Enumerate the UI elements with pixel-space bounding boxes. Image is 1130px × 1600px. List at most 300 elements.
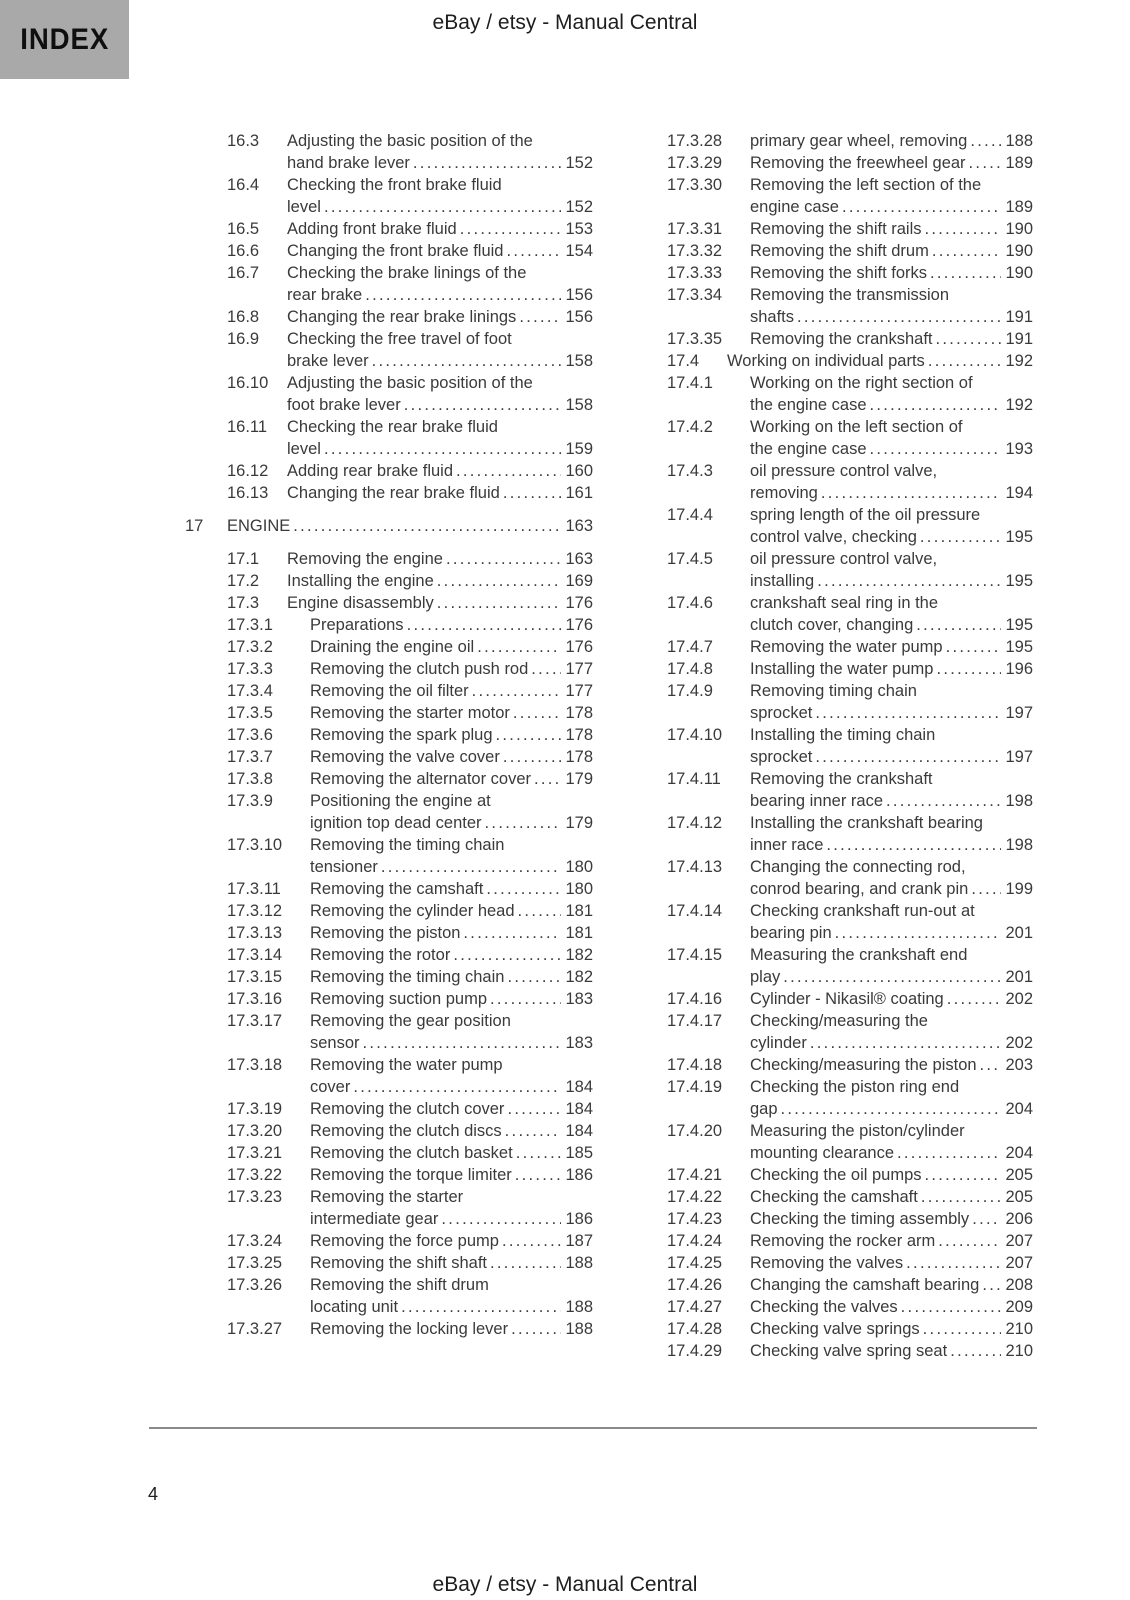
- dot-leader: [518, 900, 561, 922]
- toc-entry-page: 161: [565, 484, 593, 502]
- toc-entry-page: 163: [565, 550, 593, 568]
- toc-entry-page: 188: [565, 1254, 593, 1272]
- toc-entry-page: 177: [565, 660, 593, 678]
- dot-leader: [815, 746, 1001, 768]
- dot-leader: [886, 790, 1001, 812]
- toc-entry-number: 17.4.13: [667, 858, 723, 876]
- toc-entry-page: 182: [565, 968, 593, 986]
- dot-leader: [810, 1032, 1001, 1054]
- toc-entry-title-line: Removing timing chain: [750, 682, 917, 700]
- toc-entry-number: 17.3.14: [227, 946, 283, 964]
- toc-entry-page: 184: [565, 1100, 593, 1118]
- dot-leader: [519, 306, 561, 328]
- toc-entry-page: 207: [1005, 1254, 1033, 1272]
- toc-entry-title-line: Removing the timing chain: [310, 836, 505, 854]
- toc-entry-page: 169: [565, 572, 593, 590]
- toc-entry-title-line: Checking/measuring the: [750, 1012, 928, 1030]
- toc-entry-title: Working on individual parts: [727, 352, 925, 370]
- toc-entry-title: ENGINE: [227, 517, 291, 535]
- toc-entry-number: 17.3.30: [667, 176, 723, 194]
- toc-entry-number: 16.4: [227, 176, 260, 194]
- toc-entry-number: 17.3.5: [227, 704, 273, 722]
- toc-entry-title: the engine case: [750, 440, 867, 458]
- toc-entry: [185, 1252, 593, 1274]
- toc-entry: [185, 1230, 593, 1252]
- toc-entry-title-line: Removing the water pump: [310, 1056, 503, 1074]
- toc-entry: [185, 922, 593, 944]
- toc-entry-number: 17.3.2: [227, 638, 273, 656]
- toc-entry-page: 152: [565, 154, 593, 172]
- toc-entry: [185, 460, 593, 482]
- toc-entry-number: 17.3.10: [227, 836, 283, 854]
- dot-leader: [936, 658, 1001, 680]
- toc-entry: [625, 1054, 1033, 1076]
- toc-entry-number: 17.3.28: [667, 132, 723, 150]
- dot-leader: [463, 922, 561, 944]
- toc-entry-page: 195: [1005, 638, 1033, 656]
- toc-entry: [185, 1318, 593, 1340]
- toc-entry-number: 17.3.21: [227, 1144, 283, 1162]
- toc-entry-page: 181: [565, 902, 593, 920]
- toc-entry-number: 17.3.17: [227, 1012, 283, 1030]
- toc-entry: [185, 680, 593, 702]
- toc-entry-title: Removing the rocker arm: [750, 1232, 936, 1250]
- toc-entry-title-line: Installing the crankshaft bearing: [750, 814, 983, 832]
- toc-entry: [185, 1274, 593, 1318]
- toc-entry: [625, 460, 1033, 504]
- toc-entry: [625, 1208, 1033, 1230]
- dot-leader: [842, 196, 1001, 218]
- toc-entry-title: Removing the starter motor: [310, 704, 510, 722]
- toc-entry-title: Removing the freewheel gear: [750, 154, 966, 172]
- toc-entry: [185, 746, 593, 768]
- toc-entry-title: mounting clearance: [750, 1144, 895, 1162]
- toc-entry-number: 17.4.29: [667, 1342, 723, 1360]
- dot-leader: [404, 394, 561, 416]
- toc-entry: [185, 1010, 593, 1054]
- toc-entry-page: 188: [1005, 132, 1033, 150]
- toc-entry: [625, 240, 1033, 262]
- toc-entry: [185, 878, 593, 900]
- toc-entry: [185, 548, 593, 570]
- toc-entry-title: Checking the camshaft: [750, 1188, 918, 1206]
- toc-entry-title: bearing pin: [750, 924, 832, 942]
- dot-leader: [511, 1318, 561, 1340]
- toc-entry-number: 17.4.6: [667, 594, 713, 612]
- toc-entry-number: 17.4.28: [667, 1320, 723, 1338]
- toc-entry-title: primary gear wheel, removing: [750, 132, 968, 150]
- toc-entry-title: Removing the clutch cover: [310, 1100, 505, 1118]
- toc-entry-title: play: [750, 968, 781, 986]
- dot-leader: [353, 1076, 561, 1098]
- toc-entry-number: 17.3.7: [227, 748, 273, 766]
- dot-leader: [437, 592, 561, 614]
- toc-entry-page: 177: [565, 682, 593, 700]
- toc-entry-page: 198: [1005, 792, 1033, 810]
- toc-entry-title-line: Positioning the engine at: [310, 792, 491, 810]
- dot-leader: [946, 636, 1001, 658]
- toc-entry-page: 189: [1005, 154, 1033, 172]
- dot-leader: [817, 570, 1001, 592]
- toc-entry-title: Installing the engine: [287, 572, 434, 590]
- toc-entry-number: 16.5: [227, 220, 260, 238]
- toc-entry-page: 184: [565, 1078, 593, 1096]
- toc-entry-title: brake lever: [287, 352, 369, 370]
- toc-entry: [185, 592, 593, 614]
- toc-entry-page: 152: [565, 198, 593, 216]
- toc-entry-title: level: [287, 440, 321, 458]
- toc-entry-number: 17.2: [227, 572, 260, 590]
- toc-entry-number: 17.4.8: [667, 660, 713, 678]
- toc-entry-number: 17.4.18: [667, 1056, 723, 1074]
- toc-column-left: [185, 130, 593, 1340]
- toc-entry-page: 195: [1005, 528, 1033, 546]
- dot-leader: [936, 328, 1001, 350]
- toc-entry-title-line: Removing the left section of the: [750, 176, 982, 194]
- toc-entry-title-line: Changing the connecting rod,: [750, 858, 966, 876]
- toc-entry-page: 202: [1005, 1034, 1033, 1052]
- toc-entry-title: Removing the locking lever: [310, 1320, 509, 1338]
- dot-leader: [923, 1318, 1001, 1340]
- toc-entry-title: Removing the valve cover: [310, 748, 500, 766]
- dot-leader: [815, 702, 1001, 724]
- dot-leader: [969, 152, 1001, 174]
- toc-entry-page: 179: [565, 814, 593, 832]
- toc-entry-title: ignition top dead center: [310, 814, 482, 832]
- dot-leader: [972, 1208, 1001, 1230]
- toc-entry: [185, 900, 593, 922]
- dot-leader: [477, 636, 561, 658]
- toc-entry: [625, 1120, 1033, 1164]
- dot-leader: [496, 724, 561, 746]
- toc-entry-page: 186: [565, 1166, 593, 1184]
- toc-entry-title: installing: [750, 572, 815, 590]
- toc-entry-title: sprocket: [750, 748, 813, 766]
- toc-entry: [625, 768, 1033, 812]
- dot-leader: [472, 680, 561, 702]
- toc-entry: [625, 1230, 1033, 1252]
- toc-entry-title: Removing the oil filter: [310, 682, 469, 700]
- dot-leader: [485, 812, 561, 834]
- toc-entry-number: 16.8: [227, 308, 260, 326]
- toc-entry-title: Removing the valves: [750, 1254, 904, 1272]
- toc-entry: [625, 658, 1033, 680]
- dot-leader: [980, 1054, 1001, 1076]
- toc-entry-page: 210: [1005, 1320, 1033, 1338]
- toc-entry-title-line: Adjusting the basic position of the: [287, 132, 533, 150]
- toc-entry: [185, 1186, 593, 1230]
- toc-entry-page: 190: [1005, 264, 1033, 282]
- toc-entry-number: 17.4.3: [667, 462, 713, 480]
- toc-entry: [185, 1098, 593, 1120]
- toc-entry-number: 17.4.14: [667, 902, 723, 920]
- toc-entry-title: Adding front brake fluid: [287, 220, 457, 238]
- dot-leader: [381, 856, 561, 878]
- page-footer: [0, 1573, 1130, 1597]
- toc-entry-number: 17.4.11: [667, 770, 721, 788]
- toc-entry-page: 153: [565, 220, 593, 238]
- toc-entry-number: 16.13: [227, 484, 269, 502]
- toc-entry-number: 17.4.12: [667, 814, 723, 832]
- dot-leader: [901, 1296, 1001, 1318]
- toc-entry: [185, 240, 593, 262]
- toc-entry-title-line: Removing the starter: [310, 1188, 464, 1206]
- dot-leader: [453, 944, 561, 966]
- dot-leader: [916, 614, 1001, 636]
- toc-entry-page: 156: [565, 286, 593, 304]
- toc-entry-title: clutch cover, changing: [750, 616, 914, 634]
- toc-entry-page: 180: [565, 858, 593, 876]
- toc-entry-number: 17.4.20: [667, 1122, 723, 1140]
- toc-entry: [185, 636, 593, 658]
- toc-entry: [625, 284, 1033, 328]
- dot-leader: [507, 1098, 561, 1120]
- toc-entry-title: Changing the rear brake linings: [287, 308, 517, 326]
- toc-entry-number: 16.12: [227, 462, 269, 480]
- toc-entry-page: 178: [565, 726, 593, 744]
- dot-leader: [490, 988, 561, 1010]
- toc-entry-page: 191: [1005, 330, 1033, 348]
- toc-entry: [625, 636, 1033, 658]
- toc-entry: [625, 856, 1033, 900]
- toc-entry: [185, 1164, 593, 1186]
- toc-entry-title: Checking the oil pumps: [750, 1166, 922, 1184]
- dot-leader: [920, 526, 1001, 548]
- toc-entry-title: Removing the shift rails: [750, 220, 922, 238]
- toc-entry: [625, 1318, 1033, 1340]
- toc-entry-page: 188: [565, 1320, 593, 1338]
- toc-entry-title: Removing the rotor: [310, 946, 451, 964]
- toc-entry-number: 17.3.23: [227, 1188, 283, 1206]
- toc-entry-number: 17.4: [667, 352, 700, 370]
- toc-entry-number: 17.3.16: [227, 990, 283, 1008]
- page-number: 4: [148, 1484, 159, 1504]
- toc-entry-number: 17.3.22: [227, 1166, 283, 1184]
- dot-leader: [870, 438, 1001, 460]
- toc-entry: [625, 1010, 1033, 1054]
- toc-entry-title: Installing the water pump: [750, 660, 934, 678]
- toc-entry-page: 204: [1005, 1144, 1033, 1162]
- toc-entry-title: Checking the timing assembly: [750, 1210, 970, 1228]
- toc-entry: [185, 614, 593, 636]
- toc-entry-page: 176: [565, 638, 593, 656]
- toc-entry: [625, 944, 1033, 988]
- toc-entry-title: Removing the crankshaft: [750, 330, 933, 348]
- toc-entry-page: 210: [1005, 1342, 1033, 1360]
- toc-entry-page: 203: [1005, 1056, 1033, 1074]
- toc-entry-number: 17.3.13: [227, 924, 283, 942]
- toc-entry-number: 16.7: [227, 264, 260, 282]
- toc-entry-title: tensioner: [310, 858, 378, 876]
- toc-entry-title: Removing the force pump: [310, 1232, 499, 1250]
- toc-entry-title: bearing inner race: [750, 792, 883, 810]
- toc-entry: [185, 416, 593, 460]
- toc-entry: [185, 174, 593, 218]
- toc-entry-page: 176: [565, 594, 593, 612]
- toc-entry-number: 17.3.3: [227, 660, 273, 678]
- toc-entry: [625, 130, 1033, 152]
- toc-entry-number: 17.3.18: [227, 1056, 283, 1074]
- toc-entry-title: Checking the valves: [750, 1298, 898, 1316]
- dot-leader: [938, 1230, 1001, 1252]
- toc-entry-number: 17.4.26: [667, 1276, 723, 1294]
- toc-entry-title: Removing the piston: [310, 924, 461, 942]
- toc-entry-title: Removing the clutch basket: [310, 1144, 513, 1162]
- dot-leader: [897, 1142, 1001, 1164]
- toc-entry-title: Removing the shift shaft: [310, 1254, 488, 1272]
- toc-entry-page: 178: [565, 704, 593, 722]
- dot-leader: [947, 988, 1001, 1010]
- toc-entry-page: 178: [565, 748, 593, 766]
- dot-leader: [401, 1296, 561, 1318]
- toc-entry-title: Cylinder - Nikasil® coating: [750, 990, 944, 1008]
- toc-entry-title-line: Removing the crankshaft: [750, 770, 933, 788]
- toc-entry-title: Removing the clutch discs: [310, 1122, 502, 1140]
- dot-leader: [921, 1186, 1001, 1208]
- dot-leader: [437, 570, 561, 592]
- toc-entry-title: Removing the clutch push rod: [310, 660, 529, 678]
- toc-entry-number: 16.10: [227, 374, 269, 392]
- toc-entry-title: hand brake lever: [287, 154, 410, 172]
- toc-entry-title: Removing the water pump: [750, 638, 943, 656]
- dot-leader: [534, 768, 561, 790]
- toc-entry-title: Engine disassembly: [287, 594, 434, 612]
- toc-entry: [185, 966, 593, 988]
- toc-entry: [185, 482, 593, 504]
- toc-entry-title: intermediate gear: [310, 1210, 439, 1228]
- toc-entry-number: 17.3.11: [227, 880, 281, 898]
- toc-entry-number: 16.9: [227, 330, 260, 348]
- toc-entry-number: 16.3: [227, 132, 260, 150]
- dot-leader: [503, 746, 561, 768]
- toc-entry: [185, 218, 593, 240]
- header-title: eBay / etsy - Manual Central: [432, 11, 698, 34]
- toc-entry-page: 187: [565, 1232, 593, 1250]
- toc-entry-title-line: Checking the free travel of foot: [287, 330, 512, 348]
- dot-leader: [783, 966, 1001, 988]
- toc-entry: [625, 592, 1033, 636]
- toc-entry-title: removing: [750, 484, 818, 502]
- toc-entry-page: 190: [1005, 220, 1033, 238]
- toc-entry-title: Changing the camshaft bearing: [750, 1276, 980, 1294]
- toc-entry: [625, 900, 1033, 944]
- dot-leader: [503, 482, 561, 504]
- dot-leader: [502, 1230, 561, 1252]
- toc-entry-title: rear brake: [287, 286, 363, 304]
- toc-entry: [625, 328, 1033, 350]
- toc-entry-page: 156: [565, 308, 593, 326]
- toc-entry-page: 193: [1005, 440, 1033, 458]
- toc-entry-title-line: oil pressure control valve,: [750, 550, 938, 568]
- toc-entry: [625, 1296, 1033, 1318]
- dot-leader: [821, 482, 1001, 504]
- toc-entry-title: cover: [310, 1078, 351, 1096]
- toc-entry: [185, 262, 593, 306]
- toc-entry: [625, 350, 1033, 372]
- toc-entry-title-line: Measuring the crankshaft end: [750, 946, 968, 964]
- toc-entry-page: 190: [1005, 242, 1033, 260]
- toc-entry-title: Removing the engine: [287, 550, 443, 568]
- toc-entry: [185, 1142, 593, 1164]
- toc-entry-number: 17.3.32: [667, 242, 723, 260]
- toc-entry: [185, 328, 593, 372]
- toc-entry: [625, 218, 1033, 240]
- dot-leader: [870, 394, 1001, 416]
- toc-entry-title: Removing the cylinder head: [310, 902, 515, 920]
- toc-entry: [625, 1164, 1033, 1186]
- toc-entry: [625, 504, 1033, 548]
- dot-leader: [982, 1274, 1001, 1296]
- toc-entry-number: 17.4.5: [667, 550, 713, 568]
- toc-entry-page: 183: [565, 1034, 593, 1052]
- toc-entry-title-line: Checking the brake linings of the: [287, 264, 527, 282]
- toc-entry-title: sprocket: [750, 704, 813, 722]
- dot-leader: [324, 196, 561, 218]
- toc-entry-title-line: Measuring the piston/cylinder: [750, 1122, 965, 1140]
- toc-entry-number: 17.3.4: [227, 682, 273, 700]
- dot-leader: [928, 350, 1001, 372]
- toc-entry-title: the engine case: [750, 396, 867, 414]
- toc-entry: [185, 306, 593, 328]
- toc-entry-number: 17.4.7: [667, 638, 713, 656]
- toc-entry-title-line: spring length of the oil pressure: [750, 506, 981, 524]
- toc-entry-page: 199: [1005, 880, 1033, 898]
- toc-entry-page: 209: [1005, 1298, 1033, 1316]
- toc-entry-page: 208: [1005, 1276, 1033, 1294]
- toc-entry-number: 17.3.6: [227, 726, 273, 744]
- toc-entry-number: 17.3.27: [227, 1320, 283, 1338]
- toc-entry-number: 17.3.9: [227, 792, 273, 810]
- dot-leader: [971, 878, 1001, 900]
- toc-entry-title: Checking valve springs: [750, 1320, 920, 1338]
- toc-entry: [625, 262, 1033, 284]
- dot-leader: [413, 152, 561, 174]
- dot-leader: [324, 438, 561, 460]
- toc-entry-title-line: Removing the gear position: [310, 1012, 511, 1030]
- toc-entry-page: 181: [565, 924, 593, 942]
- toc-entry-page: 158: [565, 396, 593, 414]
- toc-entry-title-line: oil pressure control valve,: [750, 462, 938, 480]
- toc-entry-page: 197: [1005, 748, 1033, 766]
- toc-entry-number: 17.1: [227, 550, 260, 568]
- toc-entry-page: 189: [1005, 198, 1033, 216]
- toc-entry-number: 17.3.29: [667, 154, 723, 172]
- toc-entry-title: Removing suction pump: [310, 990, 488, 1008]
- toc-entry: [185, 570, 593, 592]
- toc-entry-number: 17.3.19: [227, 1100, 283, 1118]
- toc-entry-page: 205: [1005, 1188, 1033, 1206]
- toc-entry-title: Removing the timing chain: [310, 968, 505, 986]
- footer-divider: [149, 1427, 1037, 1429]
- toc-entry: [625, 152, 1033, 174]
- toc-entry: [185, 658, 593, 680]
- toc-entry-page: 197: [1005, 704, 1033, 722]
- dot-leader: [460, 218, 561, 240]
- toc-entry-number: 17.3.12: [227, 902, 283, 920]
- toc-entry-title: Removing the shift drum: [750, 242, 929, 260]
- toc-entry-page: 192: [1005, 352, 1033, 370]
- toc-entry: [185, 790, 593, 834]
- toc-entry-title: level: [287, 198, 321, 216]
- toc-entry-title: Changing the rear brake fluid: [287, 484, 500, 502]
- toc-entry-title: conrod bearing, and crank pin: [750, 880, 969, 898]
- toc-entry-title: engine case: [750, 198, 839, 216]
- toc-entry-title: Removing the spark plug: [310, 726, 493, 744]
- toc-entry: [625, 988, 1033, 1010]
- toc-entry-page: 195: [1005, 616, 1033, 634]
- dot-leader: [363, 1032, 561, 1054]
- toc-entry: [625, 1186, 1033, 1208]
